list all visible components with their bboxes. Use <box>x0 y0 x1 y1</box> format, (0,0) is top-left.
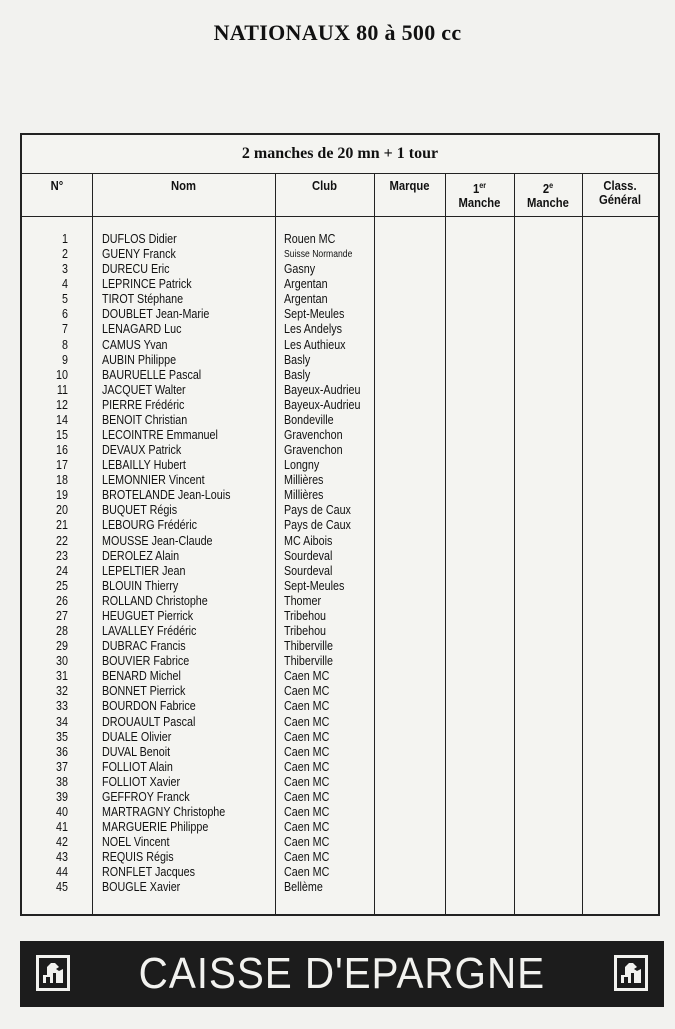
header-class-line1: Class. <box>603 179 637 193</box>
rider-number: 12 <box>56 397 68 412</box>
rider-club: Sourdeval <box>284 563 333 578</box>
table-row <box>22 398 658 413</box>
results-table <box>20 133 660 916</box>
rider-club: Millières <box>284 488 324 503</box>
rider-name: LEPRINCE Patrick <box>102 277 192 292</box>
rider-club: Les Andelys <box>284 322 342 337</box>
rider-name: DUBRAC Francis <box>102 639 186 654</box>
rider-club: Caen MC <box>284 865 330 880</box>
rider-number: 15 <box>56 428 68 443</box>
table-row <box>22 338 658 353</box>
table-row <box>22 715 658 730</box>
rider-number: 36 <box>56 744 68 759</box>
table-row <box>22 473 658 488</box>
rider-club: Bellème <box>284 880 323 895</box>
rider-club: Gravenchon <box>284 443 343 458</box>
rider-name: CAMUS Yvan <box>102 337 168 352</box>
rider-club: Bondeville <box>284 412 334 427</box>
rider-number: 18 <box>56 473 68 488</box>
rider-number: 2 <box>62 247 68 262</box>
rider-number: 45 <box>56 880 68 895</box>
rider-name: BUQUET Régis <box>102 503 178 518</box>
rider-number: 9 <box>62 352 68 367</box>
rider-club: Thomer <box>284 593 322 608</box>
header-manche-2-sup: e <box>549 181 554 190</box>
header-club: Club <box>311 179 338 193</box>
caisse-epargne-squirrel-logo-icon <box>614 955 648 991</box>
rider-number: 14 <box>56 412 68 427</box>
rider-club: Suisse Normande <box>284 249 353 261</box>
rider-number: 27 <box>56 608 68 623</box>
rider-club: Sourdeval <box>284 548 333 563</box>
rider-club: Sept-Meules <box>284 578 345 593</box>
table-row <box>22 624 658 639</box>
rider-name: BAURUELLE Pascal <box>102 367 202 382</box>
rider-club: Sept-Meules <box>284 307 345 322</box>
rider-number: 21 <box>56 518 68 533</box>
rider-name: REQUIS Régis <box>102 850 174 865</box>
rider-number: 8 <box>62 337 68 352</box>
rider-club: Rouen MC <box>284 232 336 246</box>
table-row <box>22 368 658 383</box>
rider-club: Les Authieux <box>284 337 346 352</box>
header-manche-1 <box>448 179 510 210</box>
rider-number: 35 <box>56 729 68 744</box>
caisse-epargne-squirrel-logo-icon <box>36 955 70 991</box>
rider-name: BONNET Pierrick <box>102 684 186 699</box>
table-row <box>22 865 658 880</box>
rider-number: 19 <box>56 488 68 503</box>
rider-number: 43 <box>56 850 68 865</box>
rider-number: 17 <box>56 458 68 473</box>
rider-number: 32 <box>56 684 68 699</box>
rider-name: BLOUIN Thierry <box>102 578 179 593</box>
rider-club: Bayeux-Audrieu <box>284 397 361 412</box>
rider-number: 5 <box>62 292 68 307</box>
rider-name: BOUGLE Xavier <box>102 880 181 895</box>
rider-club: Caen MC <box>284 850 330 865</box>
rider-club: Thiberville <box>284 654 333 669</box>
table-row <box>22 443 658 458</box>
table-row <box>22 760 658 775</box>
rider-club: Caen MC <box>284 804 330 819</box>
table-row <box>22 699 658 714</box>
rider-name: MOUSSE Jean-Claude <box>102 533 213 548</box>
rider-number: 3 <box>62 262 68 277</box>
rider-name: DOUBLET Jean-Marie <box>102 307 210 322</box>
rider-name: AUBIN Philippe <box>102 352 177 367</box>
rider-club: Thiberville <box>284 639 333 654</box>
rider-club: Bayeux-Audrieu <box>284 382 361 397</box>
rider-number: 24 <box>56 563 68 578</box>
rider-name: GUENY Franck <box>102 247 176 262</box>
rider-name: ROLLAND Christophe <box>102 593 208 608</box>
rider-name: LEBAILLY Hubert <box>102 458 186 473</box>
rider-club: Basly <box>284 367 311 382</box>
table-row <box>22 353 658 368</box>
table-row <box>22 594 658 609</box>
table-row <box>22 247 658 262</box>
rider-name: RONFLET Jacques <box>102 865 196 880</box>
rider-name: BENOIT Christian <box>102 412 188 427</box>
rider-club: Argentan <box>284 277 328 292</box>
rider-number: 37 <box>56 759 68 774</box>
rider-number: 34 <box>56 714 68 729</box>
table-row <box>22 654 658 669</box>
header-manche-1-word: Manche <box>458 196 501 211</box>
page-title: NATIONAUX 80 à 500 cc <box>213 20 462 45</box>
rider-number: 30 <box>56 654 68 669</box>
table-row <box>22 684 658 699</box>
rider-name: HEUGUET Pierrick <box>102 608 194 623</box>
rider-number: 23 <box>56 548 68 563</box>
table-row <box>22 669 658 684</box>
header-manche-2 <box>517 179 578 210</box>
table-row <box>22 458 658 473</box>
table-row <box>22 232 658 247</box>
rider-number: 28 <box>56 624 68 639</box>
rider-club: Gravenchon <box>284 428 343 443</box>
rider-club: Caen MC <box>284 714 330 729</box>
rider-name: DURECU Eric <box>102 262 170 277</box>
rider-name: BENARD Michel <box>102 669 181 684</box>
rider-number: 22 <box>56 533 68 548</box>
table-row <box>22 639 658 654</box>
header-divider <box>22 216 658 217</box>
table-row <box>22 880 658 895</box>
header-manche-2-word: Manche <box>527 196 569 211</box>
rider-list <box>22 232 658 895</box>
rider-club: Caen MC <box>284 774 330 789</box>
rider-name: BOUVIER Fabrice <box>102 654 190 669</box>
rider-name: BROTELANDE Jean-Louis <box>102 488 231 503</box>
rider-number: 42 <box>56 835 68 850</box>
rider-club: Caen MC <box>284 699 330 714</box>
rider-number: 4 <box>62 277 68 292</box>
table-row <box>22 609 658 624</box>
table-subtitle: 2 manches de 20 mn + 1 tour <box>22 135 658 174</box>
rider-club: Pays de Caux <box>284 518 351 533</box>
rider-club: Tribehou <box>284 624 327 639</box>
rider-number: 1 <box>62 232 68 246</box>
rider-club: Caen MC <box>284 759 330 774</box>
table-row <box>22 413 658 428</box>
rider-club: Millières <box>284 473 324 488</box>
rider-number: 10 <box>56 367 68 382</box>
rider-number: 25 <box>56 578 68 593</box>
sponsor-name: CAISSE D'EPARGNE <box>138 949 546 998</box>
table-row <box>22 805 658 820</box>
rider-name: TIROT Stéphane <box>102 292 184 307</box>
rider-name: FOLLIOT Alain <box>102 759 173 774</box>
rider-number: 26 <box>56 593 68 608</box>
rider-name: DUALE Olivier <box>102 729 172 744</box>
rider-number: 31 <box>56 669 68 684</box>
rider-name: PIERRE Frédéric <box>102 397 185 412</box>
rider-club: Caen MC <box>284 744 330 759</box>
table-row <box>22 292 658 307</box>
rider-club: MC Aibois <box>284 533 333 548</box>
header-num: N° <box>50 179 64 193</box>
rider-name: DEROLEZ Alain <box>102 548 180 563</box>
rider-number: 7 <box>62 322 68 337</box>
rider-name: LEBOURG Frédéric <box>102 518 197 533</box>
sponsor-banner <box>20 941 664 1007</box>
rider-name: MARGUERIE Philippe <box>102 820 209 835</box>
table-row <box>22 534 658 549</box>
header-class-general <box>586 179 654 207</box>
rider-name: JACQUET Walter <box>102 382 186 397</box>
rider-name: DUFLOS Didier <box>102 232 177 246</box>
rider-club: Gasny <box>284 262 316 277</box>
table-row <box>22 322 658 337</box>
rider-number: 6 <box>62 307 68 322</box>
table-row <box>22 730 658 745</box>
rider-club: Pays de Caux <box>284 503 351 518</box>
rider-name: LECOINTRE Emmanuel <box>102 428 218 443</box>
table-row <box>22 775 658 790</box>
table-row <box>22 564 658 579</box>
rider-club: Caen MC <box>284 684 330 699</box>
rider-name: LEMONNIER Vincent <box>102 473 205 488</box>
table-row <box>22 745 658 760</box>
rider-club: Tribehou <box>284 608 327 623</box>
rider-club: Argentan <box>284 292 328 307</box>
rider-number: 40 <box>56 804 68 819</box>
rider-name: DEVAUX Patrick <box>102 443 182 458</box>
rider-club: Caen MC <box>284 729 330 744</box>
table-row <box>22 518 658 533</box>
table-row <box>22 850 658 865</box>
rider-name: LEPELTIER Jean <box>102 563 186 578</box>
rider-club: Caen MC <box>284 669 330 684</box>
rider-number: 29 <box>56 639 68 654</box>
rider-name: DROUAULT Pascal <box>102 714 196 729</box>
header-nom: Nom <box>170 179 197 193</box>
rider-name: FOLLIOT Xavier <box>102 774 181 789</box>
rider-club: Longny <box>284 458 320 473</box>
table-row <box>22 549 658 564</box>
table-row <box>22 835 658 850</box>
rider-number: 11 <box>56 382 68 397</box>
header-manche-1-sup: er <box>479 181 487 190</box>
rider-name: BOURDON Fabrice <box>102 699 196 714</box>
table-row <box>22 307 658 322</box>
header-manche-1-num: 1 <box>472 182 480 197</box>
rider-club: Basly <box>284 352 311 367</box>
header-marque: Marque <box>389 179 430 193</box>
table-row <box>22 790 658 805</box>
header-class-line2: Général <box>599 193 641 207</box>
rider-number: 41 <box>56 820 68 835</box>
rider-number: 44 <box>56 865 68 880</box>
table-row <box>22 820 658 835</box>
table-row <box>22 503 658 518</box>
rider-name: MARTRAGNY Christophe <box>102 804 226 819</box>
table-row <box>22 277 658 292</box>
rider-number: 38 <box>56 774 68 789</box>
table-row <box>22 428 658 443</box>
rider-club: Caen MC <box>284 789 330 804</box>
table-row <box>22 579 658 594</box>
rider-name: LENAGARD Luc <box>102 322 182 337</box>
rider-name: GEFFROY Franck <box>102 789 190 804</box>
table-row <box>22 383 658 398</box>
rider-number: 33 <box>56 699 68 714</box>
rider-number: 16 <box>56 443 68 458</box>
rider-name: NOEL Vincent <box>102 835 170 850</box>
rider-club: Caen MC <box>284 820 330 835</box>
rider-name: LAVALLEY Frédéric <box>102 624 197 639</box>
rider-club: Caen MC <box>284 835 330 850</box>
rider-number: 39 <box>56 789 68 804</box>
rider-number: 20 <box>56 503 68 518</box>
table-row <box>22 262 658 277</box>
rider-name: DUVAL Benoit <box>102 744 171 759</box>
table-row <box>22 488 658 503</box>
header-manche-2-num: 2 <box>542 182 550 197</box>
